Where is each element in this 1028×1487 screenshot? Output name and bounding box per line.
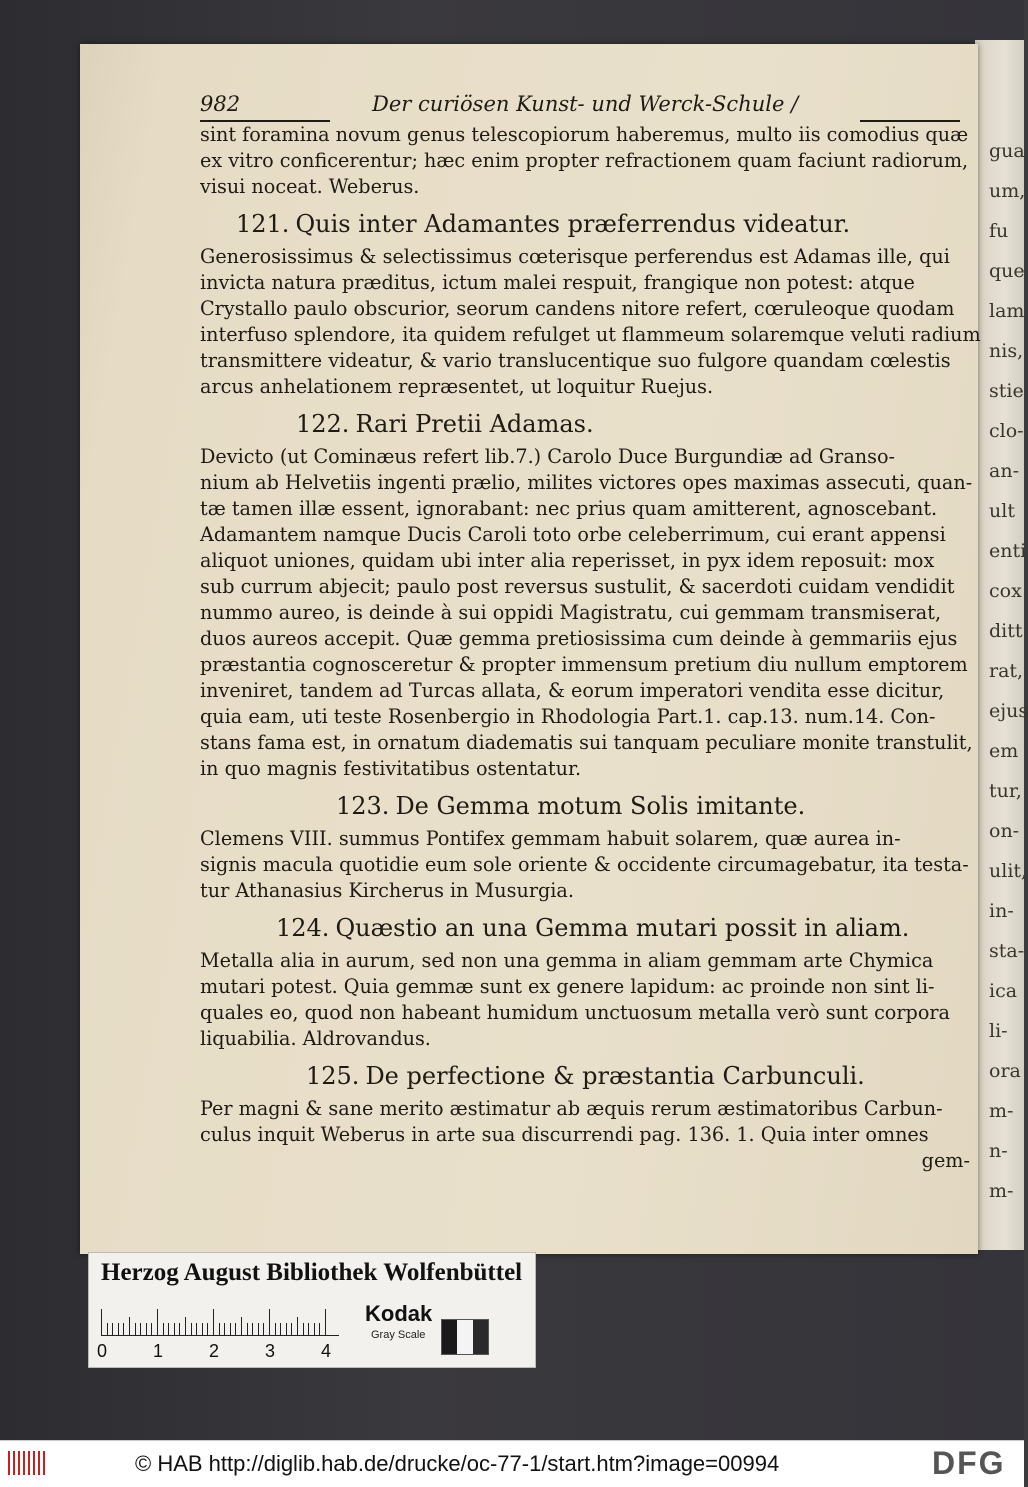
section-title: Quis inter Adamantes præferrendus videatur. [295, 210, 851, 238]
text-line: nium ab Helvetiis ingenti prælio, milites victores opes maximas assecuti, quan- [200, 471, 973, 494]
ruler-tick [101, 1309, 102, 1335]
intro-paragraph [200, 122, 990, 200]
ruler-tick [241, 1317, 242, 1335]
text-line: inveniret, tandem ad Turcas allata, & eorum imperatori vendita esse dicitur, [200, 679, 945, 702]
text-line: aliquot uniones, quidam ubi inter alia reperisset, in pyx idem reposuit: mox [200, 549, 935, 572]
ruler-tick [107, 1323, 108, 1335]
ruler-tick [280, 1323, 281, 1335]
ruler-tick [219, 1323, 220, 1335]
next-page-fragment: em [989, 740, 1019, 762]
ruler-tick [258, 1323, 259, 1335]
text-line: visui noceat. Weberus. [200, 175, 420, 198]
text-line: Clemens VIII. summus Pontifex gemmam habuit solarem, quæ aurea in- [200, 827, 901, 850]
ruler-tick [168, 1323, 169, 1335]
ruler-tick [297, 1317, 298, 1335]
ruler-tick [286, 1323, 287, 1335]
section-title: Rari Pretii Adamas. [355, 410, 594, 438]
next-page-fragment: stie [989, 380, 1024, 402]
next-page-fragment: li- [989, 1020, 1008, 1042]
text-line: sint foramina novum genus telescopiorum haberemus, multo iis comodius quæ [200, 123, 969, 146]
section-body [200, 948, 990, 1052]
running-title: Der curiösen Kunst- und Werck-Schule / [372, 92, 799, 116]
ruler-tick [151, 1323, 152, 1335]
ruler-tick [196, 1323, 197, 1335]
ruler-tick [179, 1323, 180, 1335]
text-line: tur Athanasius Kircherus in Musurgia. [200, 879, 574, 902]
ruler-tick [303, 1323, 304, 1335]
next-page-fragment: tur, [989, 780, 1022, 802]
section-number: 125. [306, 1062, 360, 1090]
text-line: duos aureos accepit. Quæ gemma pretiosissima cum deinde à gemmariis ejus [200, 627, 958, 650]
ruler-tick [275, 1323, 276, 1335]
next-page-fragment: in- [989, 900, 1014, 922]
section-title: De perfectione & præstantia Carbunculi. [365, 1062, 865, 1090]
text-line: signis macula quotidie eum sole oriente & occidente circumagebatur, ita testa- [200, 853, 969, 876]
ruler-tick [191, 1323, 192, 1335]
text-line: quia eam, uti teste Rosenbergio in Rhodologia Part.1. cap.13. num.14. Con- [200, 705, 936, 728]
ruler-number: 4 [321, 1341, 332, 1361]
next-page-fragment: gua [989, 140, 1025, 162]
text-line: sub currum abjecit; paulo post reversus sustulit, & sacerdoti cuidam vendidit [200, 575, 955, 598]
text-line: invicta natura præditus, ictum malei respuit, frangique non potest: atque [200, 271, 915, 294]
next-page-fragment: m- [989, 1180, 1014, 1202]
text-line: in quo magnis festivitatibus ostentatur. [200, 757, 582, 780]
next-page-fragment: n- [989, 1140, 1008, 1162]
ruler-tick [291, 1323, 292, 1335]
ruler-number: 1 [153, 1341, 164, 1361]
text-line: mutari potest. Quia gemmæ sunt ex genere lapidum: ac proinde non sint li- [200, 975, 935, 998]
next-page-fragment: an- [989, 460, 1019, 482]
next-page-fragment: on- [989, 820, 1020, 842]
head-rule-right [860, 120, 960, 122]
section-title: De Gemma motum Solis imitante. [395, 792, 806, 820]
text-line: ex vitro conficerentur; hæc enim propter refractionem quam faciunt radiorum, [200, 149, 969, 172]
next-page-fragment: lam [989, 300, 1025, 322]
dfg-logo: DFG [932, 1445, 1006, 1481]
gray-scale-label: Gray Scale [371, 1329, 426, 1341]
ruler-tick [319, 1323, 320, 1335]
next-page-fragment: rat, [989, 660, 1024, 682]
ruler-tick [269, 1309, 270, 1335]
text-line: quales eo, quod non habeant humidum unctuosum metalla verò sunt corpora [200, 1001, 950, 1024]
section-body [200, 1096, 990, 1174]
gray-scale-swatch [441, 1319, 489, 1355]
text-line: Devicto (ut Cominæus refert lib.7.) Carolo Duce Burgundiæ ad Granso- [200, 445, 896, 468]
ruler-tick [308, 1323, 309, 1335]
next-page-fragment: fu [989, 220, 1009, 242]
next-page-fragment: um, [989, 180, 1026, 202]
next-page-fragment: ult [989, 500, 1015, 522]
ruler-tick [163, 1323, 164, 1335]
ruler-tick [235, 1323, 236, 1335]
text-line: Per magni & sane merito æstimatur ab æquis rerum æstimatoribus Carbun- [200, 1097, 943, 1120]
text-line: stans fama est, in ornatum diadematis sui tanquam peculiare monite transtulit, [200, 731, 973, 754]
section-heading [200, 912, 990, 944]
section-body [200, 444, 990, 782]
next-page-fragment: ditt [989, 620, 1023, 642]
book-page [80, 44, 981, 1254]
kodak-logo: Kodak [365, 1301, 433, 1326]
ruler-numbers [97, 1341, 357, 1365]
footer-bar [0, 1440, 1024, 1487]
text-line: tæ tamen illæ essent, ignorabant: nec prius quam amitterent, agnoscebant. [200, 497, 938, 520]
ruler-tick [140, 1323, 141, 1335]
ruler-tick [185, 1317, 186, 1335]
ruler-tick [224, 1323, 225, 1335]
ruler-tick [230, 1323, 231, 1335]
ruler-number: 0 [97, 1341, 108, 1361]
page-text-block [200, 92, 990, 1174]
ruler-scale [101, 1305, 339, 1336]
text-line: nummo aureo, is deinde à sui oppidi Magistratu, cui gemmam transmiserat, [200, 601, 942, 624]
ruler-tick [207, 1323, 208, 1335]
section-number: 123. [336, 792, 390, 820]
next-page-fragment: ora [989, 1060, 1021, 1082]
ruler-tick [325, 1309, 326, 1335]
next-page-fragment: ejus [989, 700, 1028, 722]
ruler-tick [252, 1323, 253, 1335]
ruler-tick [135, 1323, 136, 1335]
ruler-tick [247, 1323, 248, 1335]
ruler-tick [146, 1323, 147, 1335]
text-line: liquabilia. Aldrovandus. [200, 1027, 431, 1050]
text-line: interfuso splendore, ita quidem refulget ut flammeum solaremque veluti radium [200, 323, 981, 346]
section-number: 122. [296, 410, 350, 438]
next-page-fragment: ica [989, 980, 1018, 1002]
next-page-fragment: que [989, 260, 1025, 282]
hab-logo-icon [8, 1451, 45, 1475]
ruler-tick [123, 1323, 124, 1335]
section-heading [200, 790, 990, 822]
ruler-tick [112, 1323, 113, 1335]
ruler-number: 2 [209, 1341, 220, 1361]
next-page-fragment: clo- [989, 420, 1024, 442]
footer-credit-link[interactable]: © HAB http://diglib.hab.de/drucke/oc-77-1/start.htm?image=00994 [135, 1451, 780, 1476]
text-line: arcus anhelationem repræsentet, ut loquitur Ruejus. [200, 375, 714, 398]
section-heading [200, 408, 990, 440]
section-heading [200, 1060, 990, 1092]
ruler-tick [129, 1317, 130, 1335]
ruler-number: 3 [265, 1341, 276, 1361]
next-page-fragment: m- [989, 1100, 1014, 1122]
text-line: præstantia cognosceretur & propter immensum pretium diu nullum emptorem [200, 653, 968, 676]
section-heading [200, 208, 990, 240]
next-page-fragment: enti [989, 540, 1027, 562]
text-line: Metalla alia in aurum, sed non una gemma in aliam gemmam arte Chymica [200, 949, 934, 972]
next-page-fragment: sta- [989, 940, 1025, 962]
ruler-tick [202, 1323, 203, 1335]
ruler-tick [157, 1309, 158, 1335]
text-line: Adamantem namque Ducis Caroli toto orbe celeberrimum, cui erant appensi [200, 523, 946, 546]
next-page-fragment: nis, [989, 340, 1024, 362]
section-title: Quæstio an una Gemma mutari possit in aliam. [335, 914, 910, 942]
ruler-tick [314, 1323, 315, 1335]
page-number: 982 [200, 92, 241, 116]
head-rule-left [200, 120, 330, 122]
section-number: 121. [236, 210, 290, 238]
ruler-tick [213, 1309, 214, 1335]
institution-name: Herzog August Bibliothek Wolfenbüttel [101, 1259, 523, 1286]
text-line: Generosissimus & selectissimus cœterisque perferendus est Adamas ille, qui [200, 245, 950, 268]
section-body [200, 826, 990, 904]
running-head [200, 92, 990, 122]
catchword: gem- [921, 1149, 970, 1172]
text-line: transmittere videatur, & vario translucentique suo fulgore quandam cœlestis [200, 349, 951, 372]
next-page-fragment: ulit, [989, 860, 1028, 882]
section-body [200, 244, 990, 400]
ruler-tick [174, 1323, 175, 1335]
library-label-card [88, 1252, 536, 1368]
text-line: Crystallo paulo obscurior, seorum candens nitore refert, cœruleoque quodam [200, 297, 955, 320]
next-page-fragment: cox [989, 580, 1022, 602]
section-number: 124. [276, 914, 330, 942]
text-line: culus inquit Weberus in arte sua discurrendi pag. 136. 1. Quia inter omnes [200, 1123, 929, 1146]
ruler-tick [263, 1323, 264, 1335]
ruler-tick [118, 1323, 119, 1335]
